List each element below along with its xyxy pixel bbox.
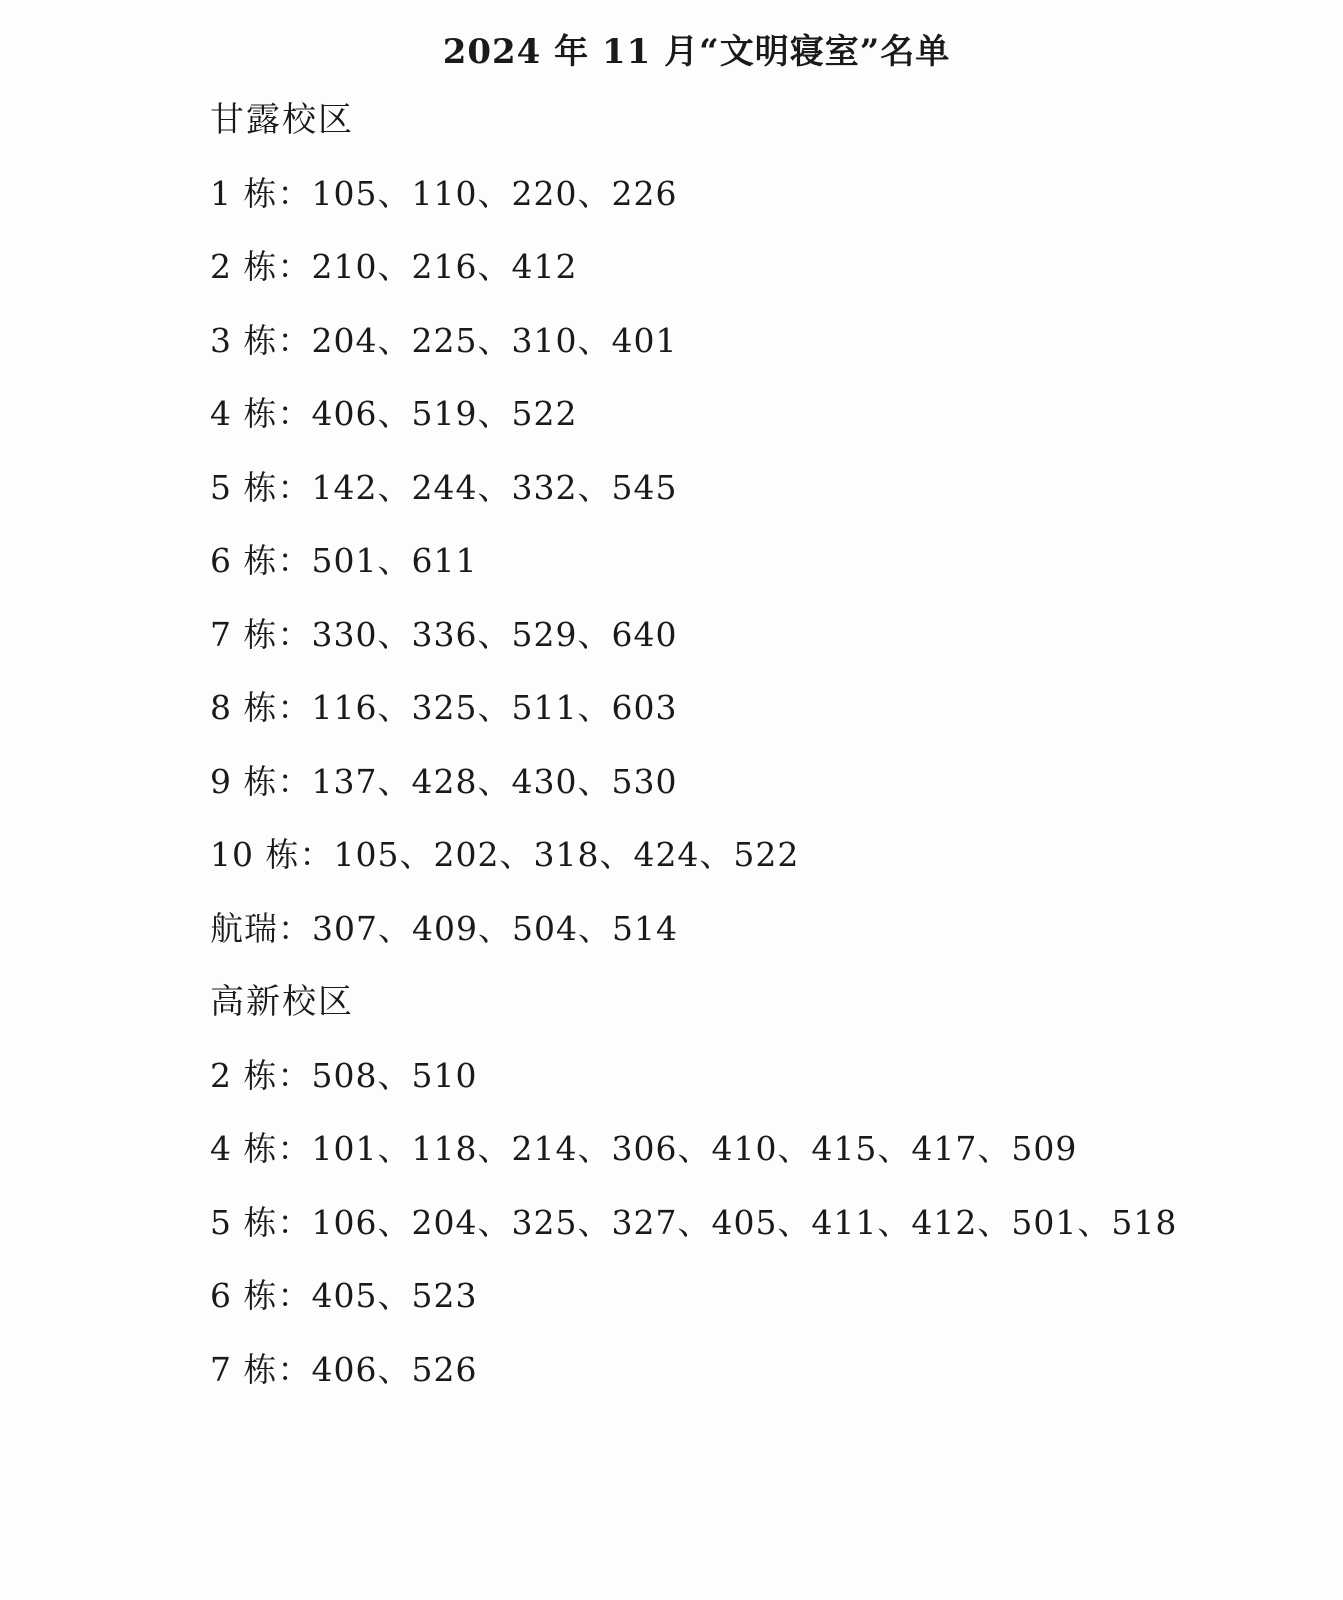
building-row <box>210 538 1290 612</box>
room-numbers: 142、244、332、545 <box>311 467 678 507</box>
building-label: 5 栋： <box>210 467 312 507</box>
room-numbers: 106、204、325、327、405、411、412、501、518 <box>311 1202 1178 1242</box>
building-row <box>210 1053 1290 1127</box>
building-label: 9 栋： <box>210 761 312 801</box>
building-row <box>210 465 1290 539</box>
building-row <box>210 318 1290 392</box>
building-row <box>210 1347 1290 1421</box>
building-row <box>210 906 1290 980</box>
room-numbers: 116、325、511、603 <box>311 688 678 727</box>
building-row <box>210 244 1290 318</box>
campus-section <box>210 979 1290 1420</box>
building-label: 7 栋： <box>210 1349 312 1389</box>
room-numbers: 105、202、318、424、522 <box>333 835 800 874</box>
room-numbers: 307、409、504、514 <box>312 908 678 948</box>
campus-heading: 高新校区 <box>210 982 354 1022</box>
room-numbers: 508、510 <box>311 1055 478 1095</box>
building-row <box>210 832 1290 906</box>
building-label: 4 栋： <box>210 1129 312 1168</box>
room-numbers: 204、225、310、401 <box>311 320 678 360</box>
dorm-list <box>210 97 1290 1420</box>
building-label: 8 栋： <box>210 688 312 727</box>
building-label: 5 栋： <box>210 1202 312 1242</box>
building-row <box>210 612 1290 686</box>
building-row <box>210 171 1290 245</box>
room-numbers: 210、216、412 <box>311 247 578 286</box>
room-numbers: 330、336、529、640 <box>311 614 678 654</box>
room-numbers: 105、110、220、226 <box>311 173 678 213</box>
building-label: 6 栋： <box>210 1276 312 1315</box>
campus-heading: 甘露校区 <box>210 100 354 140</box>
room-numbers: 405、523 <box>311 1276 478 1315</box>
building-label: 3 栋： <box>210 320 312 360</box>
building-label: 2 栋： <box>210 1055 312 1095</box>
building-row <box>210 1273 1290 1347</box>
building-row <box>210 1200 1290 1274</box>
room-numbers: 501、611 <box>311 541 478 580</box>
building-label: 7 栋： <box>210 614 312 654</box>
building-label: 航瑞： <box>210 908 312 948</box>
building-label: 1 栋： <box>210 173 312 213</box>
building-label: 4 栋： <box>210 394 312 433</box>
room-numbers: 406、526 <box>311 1349 478 1389</box>
room-numbers: 137、428、430、530 <box>311 761 678 801</box>
room-numbers: 406、519、522 <box>311 394 578 433</box>
room-numbers: 101、118、214、306、410、415、417、509 <box>311 1129 1078 1168</box>
campus-section <box>210 97 1290 979</box>
building-label: 6 栋： <box>210 541 312 580</box>
building-row <box>210 759 1290 833</box>
building-row <box>210 685 1290 759</box>
page-title: 2024 年 11 月“文明寝室”名单 <box>442 32 951 72</box>
building-label: 10 栋： <box>210 835 334 874</box>
building-row <box>210 391 1290 465</box>
building-label: 2 栋： <box>210 247 312 286</box>
building-row <box>210 1126 1290 1200</box>
